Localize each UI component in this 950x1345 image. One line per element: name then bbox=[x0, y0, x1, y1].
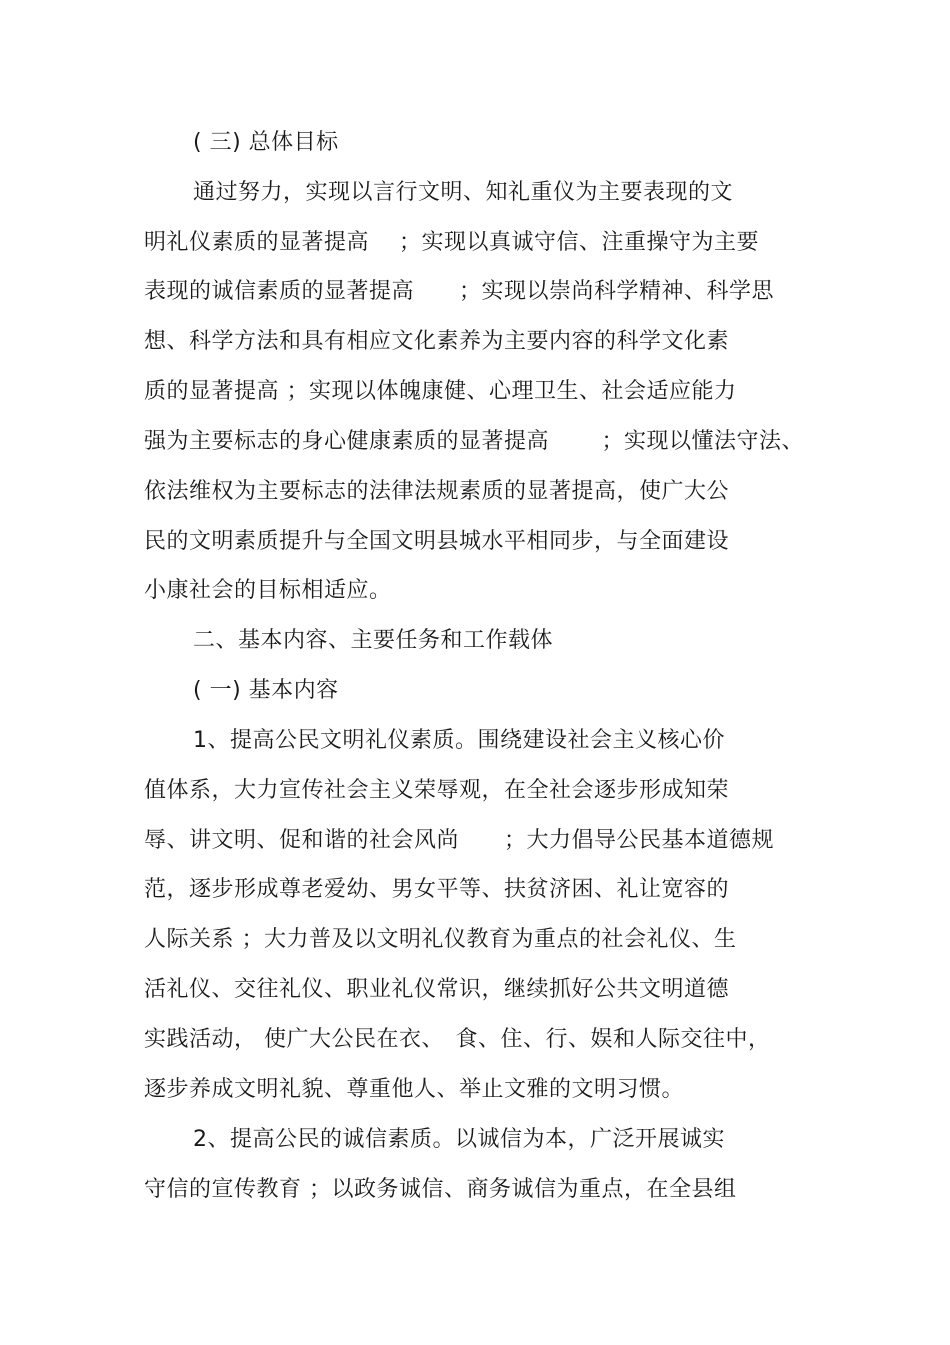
heading-overall-goal: ( 三) 总体目标 bbox=[193, 130, 339, 155]
paragraph-line: 守信的宣传教育 ；以政务诚信、商务诚信为重点，在全县组 bbox=[144, 1177, 737, 1202]
subsection-heading: ( 一) 基本内容 bbox=[193, 678, 339, 703]
paragraph-line: 质的显著提高 ；实现以体魄康健、心理卫生、社会适应能力 bbox=[144, 379, 737, 404]
section-heading: 二、基本内容、主要任务和工作载体 bbox=[193, 628, 554, 653]
paragraph-line: 小康社会的目标相适应。 bbox=[144, 578, 392, 603]
paragraph-line: 2、提高公民的诚信素质。以诚信为本，广泛开展诚实 bbox=[193, 1127, 725, 1152]
paragraph-line: 实践活动， 使广大公民在衣、 食、住、行、娱和人际交往中， bbox=[144, 1027, 771, 1052]
paragraph-line: 想、科学方法和具有相应文化素养为主要内容的科学文化素 bbox=[144, 329, 730, 354]
paragraph-line: 强为主要标志的身心健康素质的显著提高 ；实现以懂法守法、 bbox=[144, 429, 804, 454]
paragraph-line: 辱、讲文明、促和谐的社会风尚 ；大力倡导公民基本道德规 bbox=[144, 828, 775, 853]
paragraph-line: 逐步养成文明礼貌、尊重他人、举止文雅的文明习惯。 bbox=[144, 1077, 685, 1102]
paragraph-line: 范，逐步形成尊老爱幼、男女平等、扶贫济困、礼让宽容的 bbox=[144, 877, 730, 902]
paragraph-line: 表现的诚信素质的显著提高 ；实现以崇尚科学精神、科学思 bbox=[144, 279, 775, 304]
paragraph-line: 依法维权为主要标志的法律法规素质的显著提高，使广大公 bbox=[144, 479, 730, 504]
paragraph-line: 活礼仪、交往礼仪、职业礼仪常识，继续抓好公共文明道德 bbox=[144, 977, 730, 1002]
paragraph-line: 值体系，大力宣传社会主义荣辱观，在全社会逐步形成知荣 bbox=[144, 778, 730, 803]
paragraph-line: 人际关系 ；大力普及以文明礼仪教育为重点的社会礼仪、生 bbox=[144, 927, 737, 952]
paragraph-line: 1、提高公民文明礼仪素质。围绕建设社会主义核心价 bbox=[193, 728, 725, 753]
paragraph-line: 明礼仪素质的显著提高 ；实现以真诚守信、注重操守为主要 bbox=[144, 230, 759, 255]
paragraph-line: 民的文明素质提升与全国文明县城水平相同步，与全面建设 bbox=[144, 529, 730, 554]
paragraph-line: 通过努力，实现以言行文明、知礼重仪为主要表现的文 bbox=[193, 180, 734, 205]
